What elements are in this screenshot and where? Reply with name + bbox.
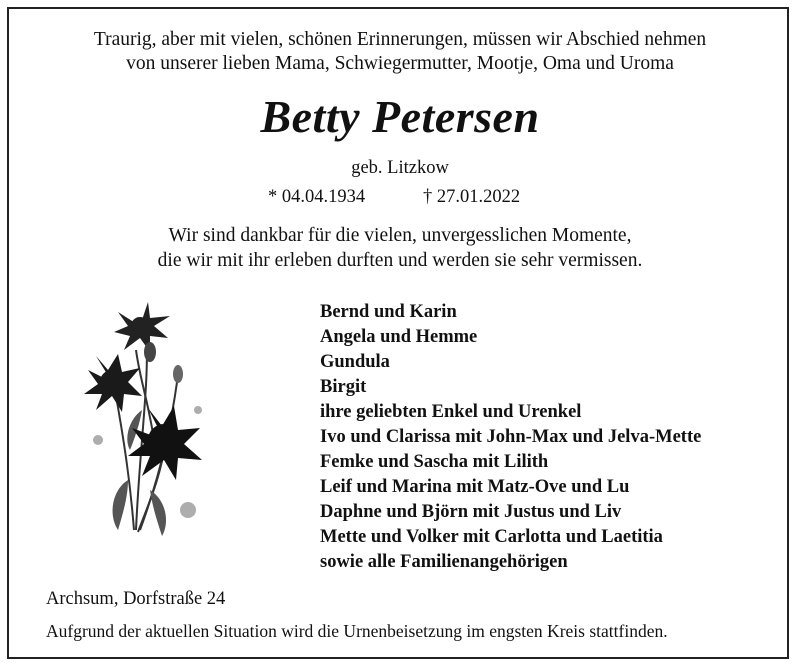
mourner-line: Femke und Sascha mit Lilith	[320, 452, 549, 472]
mourner-line: Bernd und Karin	[320, 302, 457, 322]
intro-line-1: Traurig, aber mit vielen, schönen Erinnerungen, müssen wir Abschied nehmen	[93, 29, 707, 50]
deceased-name: Betty Petersen	[260, 91, 540, 142]
flower-middle	[84, 354, 142, 412]
birth-date: * 04.04.1934	[268, 187, 366, 207]
mourner-line: Ivo und Clarissa mit John-Max und Jelva-Mette	[320, 427, 702, 447]
death-date: † 27.01.2022	[423, 187, 521, 207]
gratitude-line-2: die wir mit ihr erleben durften und werden sie sehr vermissen.	[157, 250, 643, 271]
gratitude-text	[0, 223, 800, 273]
mourner-line: Daphne und Björn mit Justus und Liv	[320, 502, 622, 522]
cornflower-illustration	[78, 290, 228, 550]
gratitude-line-1: Wir sind dankbar für die vielen, unvergesslichen Momente,	[168, 225, 632, 246]
birth-name: geb. Litzkow	[351, 158, 449, 178]
intro-text	[0, 28, 800, 76]
mourner-line: ihre geliebten Enkel und Urenkel	[320, 402, 582, 422]
mourner-line: sowie alle Familienangehörigen	[320, 552, 568, 572]
mourner-line: Birgit	[320, 377, 367, 397]
mourner-line: Angela und Hemme	[320, 327, 478, 347]
bud-1	[144, 342, 156, 362]
flower-top	[114, 302, 170, 352]
bud-2	[173, 365, 183, 383]
mourner-line: Gundula	[320, 352, 390, 372]
mourner-line: Mette und Volker mit Carlotta und Laetitia	[320, 527, 663, 547]
mourners-list	[320, 300, 701, 575]
mourner-line: Leif und Marina mit Matz-Ove und Lu	[320, 477, 630, 497]
intro-line-2: von unserer lieben Mama, Schwiegermutter, Mootje, Oma und Uroma	[126, 53, 674, 74]
burial-notice: Aufgrund der aktuellen Situation wird die Urnenbeisetzung im engsten Kreis stattfinden.	[46, 621, 668, 641]
address: Archsum, Dorfstraße 24	[46, 589, 226, 609]
